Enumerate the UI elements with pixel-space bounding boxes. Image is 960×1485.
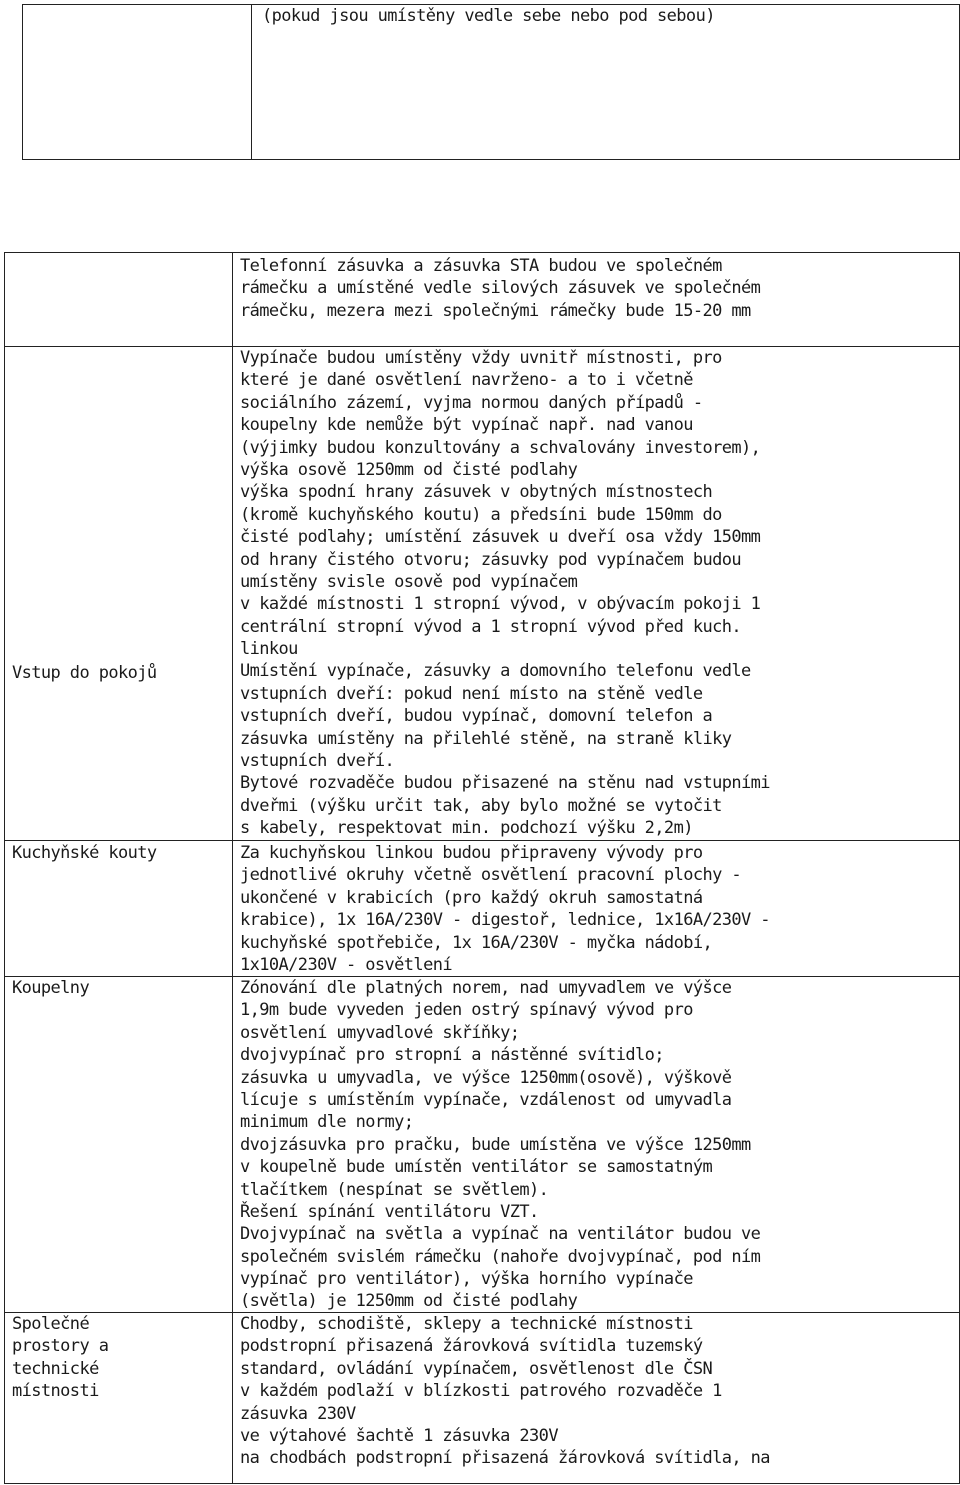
text-line: Dvojvypínač na světla a vypínač na ventilátor budou ve xyxy=(240,1224,761,1245)
text-line: na chodbách podstropní přisazená žárovková svítidla, na xyxy=(240,1448,770,1469)
text-line: od hrany čistého otvoru; zásuvky pod vypínačem budou xyxy=(240,549,742,570)
text-line: Zónování dle platných norem, nad umyvadlem ve výšce xyxy=(240,978,732,998)
row-entrance-content xyxy=(240,347,770,840)
row-entrance-label xyxy=(12,662,157,684)
text-line: minimum dle normy; xyxy=(240,1112,414,1133)
main-table-column-divider xyxy=(232,252,233,1484)
text-line: krabice), 1x 16A/230V - digestoř, lednice, 1x16A/230V - xyxy=(240,910,770,931)
text-line: dveřmi (výšku určit tak, aby bylo možné se vytočit xyxy=(240,795,722,816)
text-line: sociálního zázemí, vyjma normou daných případů - xyxy=(240,392,703,413)
text-line: vstupních dveří: pokud není místo na stěně vedle xyxy=(240,683,703,704)
row-kitchen-content xyxy=(240,842,770,976)
text-line: rámečku a umístěné vedle silových zásuvek ve společném xyxy=(240,278,761,299)
row-telephone-content xyxy=(240,255,760,322)
text-line: osvětlení umyvadlové skříňky; xyxy=(240,1022,520,1043)
text-line: Řešení spínání ventilátoru VZT. xyxy=(240,1201,539,1222)
text-line: Za kuchyňskou linkou budou připraveny vývody pro xyxy=(240,843,703,863)
text-line: výška spodní hrany zásuvek v obytných místnostech xyxy=(240,482,713,503)
text-line: kuchyňské spotřebiče, 1x 16A/230V - myčka nádobí, xyxy=(240,932,713,953)
top-table-divider xyxy=(251,4,252,160)
text-line: (výjimky budou konzultovány a schvalovány investorem), xyxy=(240,437,761,458)
text-line: linkou xyxy=(240,639,298,660)
text-line: Společné xyxy=(12,1314,90,1334)
text-line: výška osově 1250mm od čisté podlahy xyxy=(240,459,578,480)
text-line: Koupelny xyxy=(12,978,90,998)
text-line: standard, ovládání vypínačem, osvětlenost dle ČSN xyxy=(240,1358,713,1379)
text-line: 1x10A/230V - osvětlení xyxy=(240,954,452,975)
text-line: (světla) je 1250mm od čisté podlahy xyxy=(240,1291,578,1312)
text-line: umístěny svisle osově pod vypínačem xyxy=(240,571,578,592)
text-line: tlačítkem (nespínat se světlem). xyxy=(240,1179,549,1200)
text-line: čisté podlahy; umístění zásuvek u dveří osa vždy 150mm xyxy=(240,527,761,548)
text-line: vypínač pro ventilátor), výška horního vypínače xyxy=(240,1269,693,1290)
text-line: v každé místnosti 1 stropní vývod, v obývacím pokoji 1 xyxy=(240,594,761,615)
text-line: koupelny kde nemůže být vypínač např. nad vanou xyxy=(240,415,693,436)
text-line: Telefonní zásuvka a zásuvka STA budou ve společném xyxy=(240,256,722,276)
text-line: s kabely, respektovat min. podchozí výšku 2,2m) xyxy=(240,818,693,839)
text-line: prostory a xyxy=(12,1336,109,1357)
text-line: vstupních dveří. xyxy=(240,751,395,772)
text-line: 1,9m bude vyveden jeden ostrý spínavý vývod pro xyxy=(240,1000,693,1021)
text-line: vstupních dveří, budou vypínač, domovní telefon a xyxy=(240,706,713,727)
text-line: Vypínače budou umístěny vždy uvnitř místnosti, pro xyxy=(240,348,722,368)
text-line: Vstup do pokojů xyxy=(12,663,157,683)
text-line: rámečku, mezera mezi společnými rámečky bude 15-20 mm xyxy=(240,300,751,321)
text-line: centrální stropní vývod a 1 stropní vývod před kuch. xyxy=(240,616,742,637)
row-common-areas-label xyxy=(12,1313,108,1403)
text-line: ve výtahové šachtě 1 zásuvka 230V xyxy=(240,1425,558,1446)
text-line: podstropní přisazená žárovková svítidla tuzemský xyxy=(240,1336,703,1357)
text-line: jednotlivé okruhy včetně osvětlení pracovní plochy - xyxy=(240,865,742,886)
text-line: lícuje s umístěním vypínače, vzdálenost od umyvadla xyxy=(240,1089,732,1110)
text-line: zásuvka umístěny na přilehlé stěně, na straně kliky xyxy=(240,728,732,749)
text-line: Chodby, schodiště, sklepy a technické místnosti xyxy=(240,1314,693,1334)
row-separator xyxy=(4,840,960,841)
text-line: technické xyxy=(12,1358,99,1379)
text-line: Bytové rozvaděče budou přisazené na stěnu nad vstupními xyxy=(240,773,770,794)
text-line: (kromě kuchyňského koutu) a předsíni bude 150mm do xyxy=(240,504,722,525)
row-common-areas-content xyxy=(240,1313,770,1470)
text-line: v koupelně bude umístěn ventilátor se samostatným xyxy=(240,1157,713,1178)
text-line: které je dané osvětlení navrženo- a to i včetně xyxy=(240,370,693,391)
text-line: místnosti xyxy=(12,1381,99,1402)
text-line: dvojzásuvka pro pračku, bude umístěna ve výšce 1250mm xyxy=(240,1134,751,1155)
text-line: ukončené v krabicích (pro každý okruh samostatná xyxy=(240,887,703,908)
text-line: Kuchyňské kouty xyxy=(12,843,157,863)
text-line: společném svislém rámečku (nahoře dvojvypínač, pod ním xyxy=(240,1246,761,1267)
text-line: Umístění vypínače, zásuvky a domovního telefonu vedle xyxy=(240,661,751,682)
text-line: dvojvypínač pro stropní a nástěnné svítidlo; xyxy=(240,1045,664,1066)
row-bathrooms-content xyxy=(240,977,760,1313)
text-line: zásuvka u umyvadla, ve výšce 1250mm(osově), výškově xyxy=(240,1067,732,1088)
row-kitchen-label xyxy=(12,842,157,864)
text-line: zásuvka 230V xyxy=(240,1403,356,1424)
top-table-note: (pokud jsou umístěny vedle sebe nebo pod sebou) xyxy=(262,6,715,26)
text-line: v každém podlaží v blízkosti patrového rozvaděče 1 xyxy=(240,1381,722,1402)
row-bathrooms-label xyxy=(12,977,89,999)
